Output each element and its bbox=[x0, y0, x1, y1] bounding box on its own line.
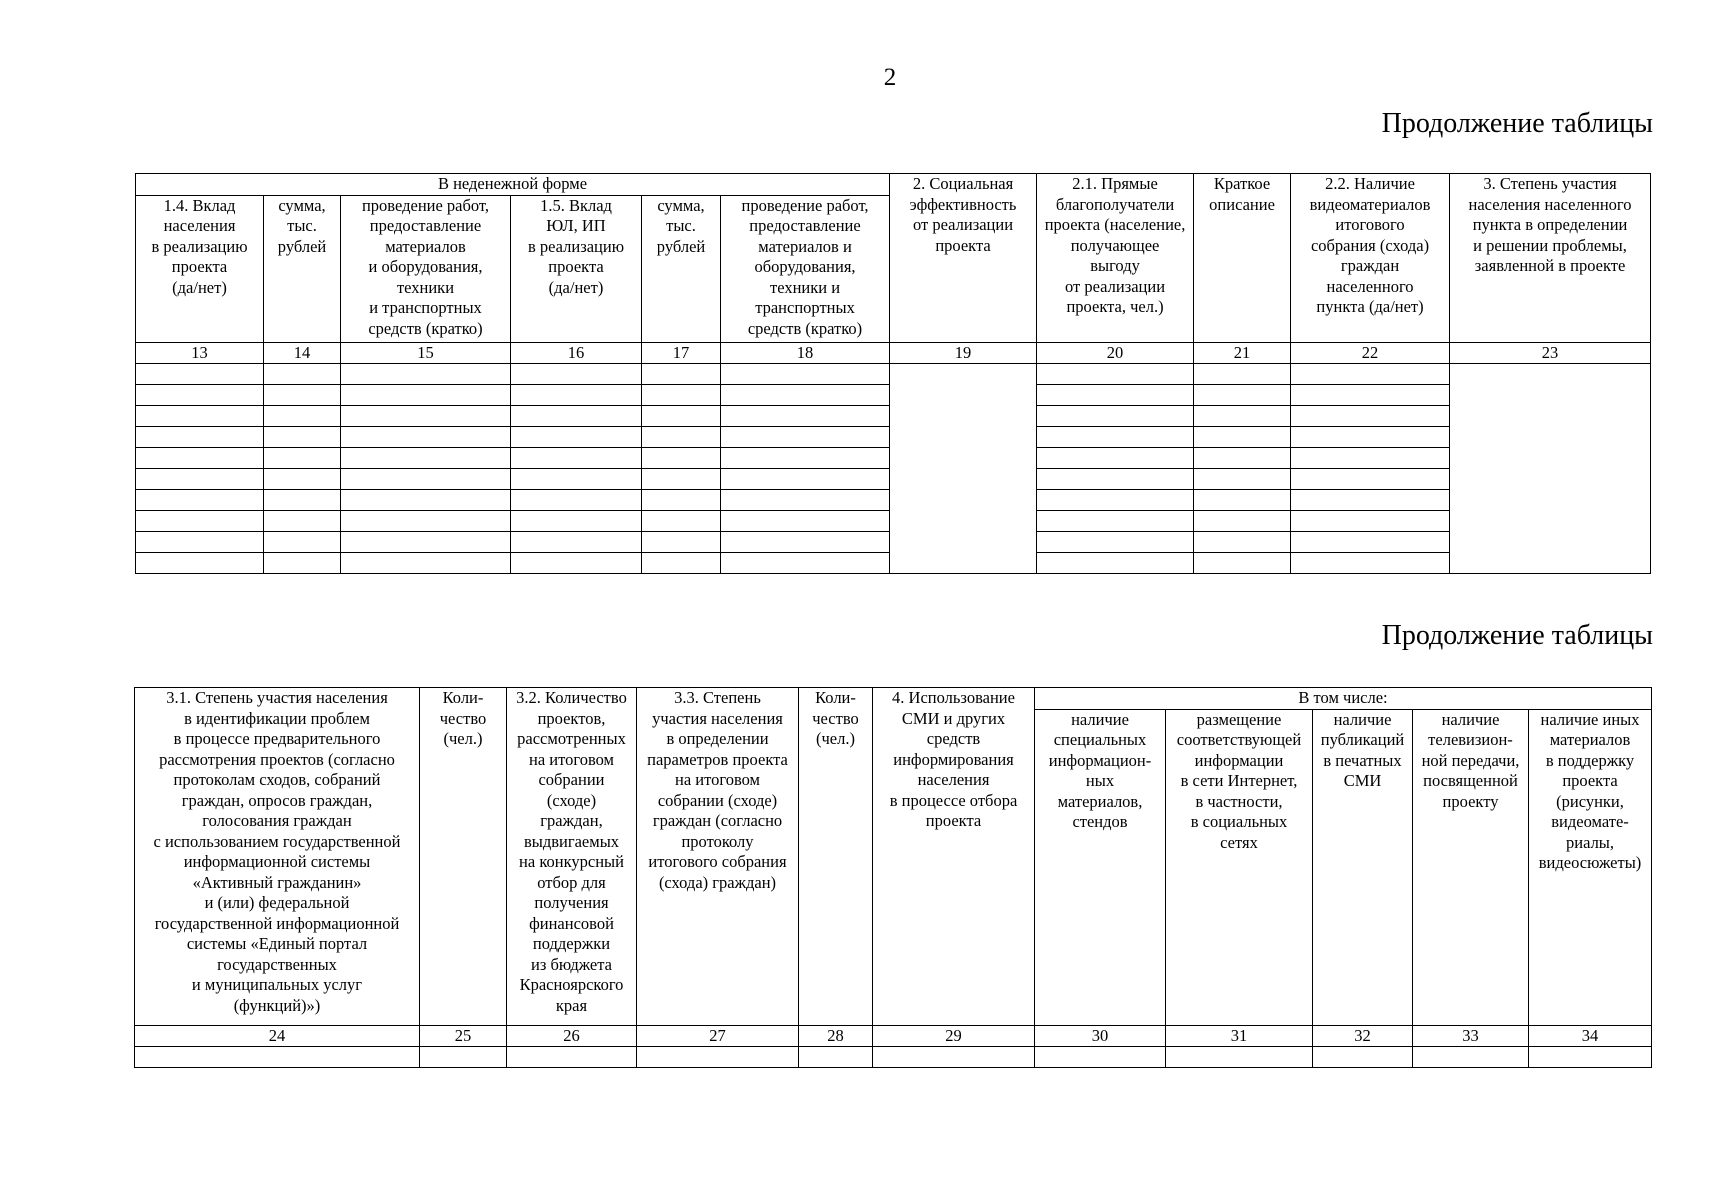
empty-cell bbox=[721, 531, 890, 552]
empty-cell bbox=[721, 468, 890, 489]
empty-cell bbox=[136, 426, 264, 447]
empty-cell bbox=[264, 552, 341, 573]
header-amount-population: сумма, тыс. рублей bbox=[264, 195, 341, 342]
empty-cell bbox=[642, 489, 721, 510]
empty-cell bbox=[264, 384, 341, 405]
empty-cell bbox=[1166, 1046, 1313, 1067]
empty-cell bbox=[264, 468, 341, 489]
empty-cell bbox=[1413, 1046, 1529, 1067]
column-numbers-row bbox=[136, 342, 1651, 363]
empty-cell bbox=[1291, 552, 1450, 573]
empty-cell bbox=[136, 447, 264, 468]
empty-cell bbox=[511, 426, 642, 447]
empty-cell bbox=[1194, 426, 1291, 447]
empty-cell bbox=[1194, 552, 1291, 573]
empty-cell bbox=[136, 489, 264, 510]
empty-cell bbox=[511, 531, 642, 552]
header-legal-entity-contribution: 1.5. Вклад ЮЛ, ИП в реализацию проекта (да/нет) bbox=[511, 195, 642, 342]
empty-cell bbox=[1291, 447, 1450, 468]
empty-cell bbox=[1194, 510, 1291, 531]
empty-cell bbox=[721, 489, 890, 510]
empty-cell bbox=[642, 531, 721, 552]
header-other-materials: наличие иных материалов в поддержку проекта (рисунки, видеомате- риалы, видеосюжеты) bbox=[1529, 709, 1652, 1025]
empty-cell bbox=[642, 552, 721, 573]
empty-cell bbox=[511, 405, 642, 426]
empty-cell bbox=[420, 1046, 507, 1067]
empty-cell bbox=[642, 468, 721, 489]
empty-cell bbox=[264, 510, 341, 531]
empty-cell bbox=[1291, 468, 1450, 489]
empty-cell bbox=[136, 384, 264, 405]
empty-cell bbox=[721, 426, 890, 447]
empty-cell bbox=[721, 510, 890, 531]
empty-cell bbox=[1291, 384, 1450, 405]
empty-cell bbox=[721, 447, 890, 468]
column-number: 18 bbox=[721, 342, 890, 363]
continuation-title-2: Продолжение таблицы bbox=[1381, 620, 1653, 651]
column-number: 13 bbox=[136, 342, 264, 363]
empty-cell bbox=[136, 510, 264, 531]
empty-cell bbox=[264, 363, 341, 384]
column-number: 25 bbox=[420, 1025, 507, 1046]
empty-cell bbox=[1037, 363, 1194, 384]
empty-cell bbox=[642, 405, 721, 426]
empty-cell bbox=[1194, 384, 1291, 405]
empty-cell bbox=[721, 363, 890, 384]
empty-cell bbox=[511, 489, 642, 510]
empty-cell bbox=[642, 510, 721, 531]
column-number: 23 bbox=[1450, 342, 1651, 363]
empty-cell bbox=[341, 552, 511, 573]
column-number: 14 bbox=[264, 342, 341, 363]
table-continuation-2 bbox=[134, 687, 1652, 1068]
empty-cell bbox=[511, 468, 642, 489]
empty-cell bbox=[341, 426, 511, 447]
empty-cell bbox=[264, 489, 341, 510]
empty-cell bbox=[136, 552, 264, 573]
column-number: 21 bbox=[1194, 342, 1291, 363]
table-row bbox=[135, 1046, 1652, 1067]
header-projects-count: 3.2. Количество проектов, рассмотренных на итоговом собрании (сходе) граждан, выдвигаемых на конкурсный отбор для получения финансовой поддержки из бюджета Красноярского края bbox=[507, 688, 637, 1026]
column-number: 31 bbox=[1166, 1025, 1313, 1046]
group-header-including: В том числе: bbox=[1035, 688, 1652, 710]
header-media-usage: 4. Использование СМИ и других средств информирования населения в процессе отбора проекта bbox=[873, 688, 1035, 1026]
empty-cell bbox=[1037, 447, 1194, 468]
column-number: 20 bbox=[1037, 342, 1194, 363]
header-participation-degree: 3. Степень участия населения населенного пункта в определении и решении проблемы, заявленной в проекте bbox=[1450, 174, 1651, 343]
empty-cell bbox=[264, 405, 341, 426]
empty-cell bbox=[1035, 1046, 1166, 1067]
column-number: 29 bbox=[873, 1025, 1035, 1046]
empty-cell bbox=[1037, 531, 1194, 552]
empty-cell bbox=[511, 510, 642, 531]
empty-cell bbox=[1194, 447, 1291, 468]
empty-cell bbox=[1037, 552, 1194, 573]
empty-cell bbox=[1313, 1046, 1413, 1067]
empty-cell bbox=[642, 447, 721, 468]
empty-cell bbox=[1291, 363, 1450, 384]
header-brief-description: Краткое описание bbox=[1194, 174, 1291, 343]
empty-cell bbox=[1194, 405, 1291, 426]
page-number: 2 bbox=[883, 64, 897, 91]
empty-cell bbox=[1291, 510, 1450, 531]
empty-cell bbox=[799, 1046, 873, 1067]
group-header-non-monetary: В неденежной форме bbox=[136, 174, 890, 196]
column-number: 17 bbox=[642, 342, 721, 363]
empty-cell bbox=[341, 531, 511, 552]
header-tv-program: наличие телевизион- ной передачи, посвященной проекту bbox=[1413, 709, 1529, 1025]
header-identification-participation: 3.1. Степень участия населения в идентификации проблем в процессе предварительного рассмотрения проектов (согласно протоколам сходов, собраний граждан, опросов граждан, голосования граждан с использованием государственной информационной системы «Активный гражданин» и (или) федеральной государственной информационной системы «Единый портал государственных и муниципальных услуг (функций)») bbox=[135, 688, 420, 1026]
empty-cell bbox=[507, 1046, 637, 1067]
header-amount-legal-entity: сумма, тыс. рублей bbox=[642, 195, 721, 342]
empty-cell bbox=[341, 510, 511, 531]
column-number: 32 bbox=[1313, 1025, 1413, 1046]
empty-cell bbox=[642, 426, 721, 447]
empty-cell bbox=[1529, 1046, 1652, 1067]
empty-cell bbox=[135, 1046, 420, 1067]
empty-cell bbox=[1037, 510, 1194, 531]
empty-cell bbox=[1037, 426, 1194, 447]
continuation-title-1: Продолжение таблицы bbox=[1381, 108, 1653, 139]
column-number: 16 bbox=[511, 342, 642, 363]
header-print-publications: наличие публикаций в печатных СМИ bbox=[1313, 709, 1413, 1025]
column-numbers-row bbox=[135, 1025, 1652, 1046]
empty-cell bbox=[1194, 531, 1291, 552]
empty-cell bbox=[721, 384, 890, 405]
header-count-persons-1: Коли- чество (чел.) bbox=[420, 688, 507, 1026]
header-works-legal-entity: проведение работ, предоставление материалов и оборудования, техники и транспортных средств (кратко) bbox=[721, 195, 890, 342]
empty-cell bbox=[873, 1046, 1035, 1067]
empty-cell bbox=[341, 363, 511, 384]
empty-cell bbox=[1291, 426, 1450, 447]
empty-cell bbox=[1037, 489, 1194, 510]
empty-cell bbox=[264, 447, 341, 468]
empty-cell bbox=[341, 405, 511, 426]
empty-cell bbox=[637, 1046, 799, 1067]
empty-cell bbox=[511, 447, 642, 468]
empty-cell bbox=[341, 489, 511, 510]
empty-cell bbox=[136, 468, 264, 489]
header-special-materials: наличие специальных информацион- ных материалов, стендов bbox=[1035, 709, 1166, 1025]
empty-cell bbox=[341, 384, 511, 405]
empty-cell bbox=[1194, 489, 1291, 510]
empty-cell bbox=[1037, 468, 1194, 489]
column-number: 27 bbox=[637, 1025, 799, 1046]
empty-cell bbox=[136, 405, 264, 426]
header-social-efficiency: 2. Социальная эффективность от реализации проекта bbox=[890, 174, 1037, 343]
empty-cell bbox=[136, 531, 264, 552]
empty-cell bbox=[511, 363, 642, 384]
empty-cell bbox=[1037, 405, 1194, 426]
empty-cell bbox=[511, 552, 642, 573]
empty-cell bbox=[341, 468, 511, 489]
empty-cell bbox=[721, 405, 890, 426]
header-video-materials: 2.2. Наличие видеоматериалов итогового собрания (схода) граждан населенного пункта (да/нет) bbox=[1291, 174, 1450, 343]
column-number: 34 bbox=[1529, 1025, 1652, 1046]
column-number: 26 bbox=[507, 1025, 637, 1046]
column-number: 15 bbox=[341, 342, 511, 363]
empty-cell bbox=[1291, 489, 1450, 510]
empty-cell bbox=[1037, 384, 1194, 405]
column-number: 33 bbox=[1413, 1025, 1529, 1046]
empty-cell bbox=[136, 363, 264, 384]
empty-cell bbox=[1194, 468, 1291, 489]
column-number: 22 bbox=[1291, 342, 1450, 363]
column-number: 30 bbox=[1035, 1025, 1166, 1046]
header-works-population: проведение работ, предоставление материалов и оборудования, техники и транспортных средств (кратко) bbox=[341, 195, 511, 342]
empty-cell bbox=[1194, 363, 1291, 384]
column-number: 19 bbox=[890, 342, 1037, 363]
empty-cell bbox=[264, 426, 341, 447]
column-number: 28 bbox=[799, 1025, 873, 1046]
empty-cell bbox=[642, 363, 721, 384]
header-internet-placement: размещение соответствующей информации в сети Интернет, в частности, в социальных сетях bbox=[1166, 709, 1313, 1025]
empty-cell bbox=[264, 531, 341, 552]
header-population-contribution: 1.4. Вклад населения в реализацию проекта (да/нет) bbox=[136, 195, 264, 342]
empty-cell-merged bbox=[1450, 363, 1651, 573]
header-count-persons-2: Коли- чество (чел.) bbox=[799, 688, 873, 1026]
table-row bbox=[136, 363, 1651, 384]
empty-cell bbox=[511, 384, 642, 405]
empty-cell bbox=[341, 447, 511, 468]
header-direct-beneficiaries: 2.1. Прямые благополучатели проекта (население, получающее выгоду от реализации проекта, чел.) bbox=[1037, 174, 1194, 343]
empty-cell-merged bbox=[890, 363, 1037, 573]
table-continuation-1 bbox=[135, 173, 1651, 574]
empty-cell bbox=[642, 384, 721, 405]
empty-cell bbox=[1291, 531, 1450, 552]
header-parameters-participation: 3.3. Степень участия населения в определении параметров проекта на итоговом собрании (сходе) граждан (согласно протоколу итогового собрания (схода) граждан) bbox=[637, 688, 799, 1026]
empty-cell bbox=[721, 552, 890, 573]
empty-cell bbox=[1291, 405, 1450, 426]
column-number: 24 bbox=[135, 1025, 420, 1046]
